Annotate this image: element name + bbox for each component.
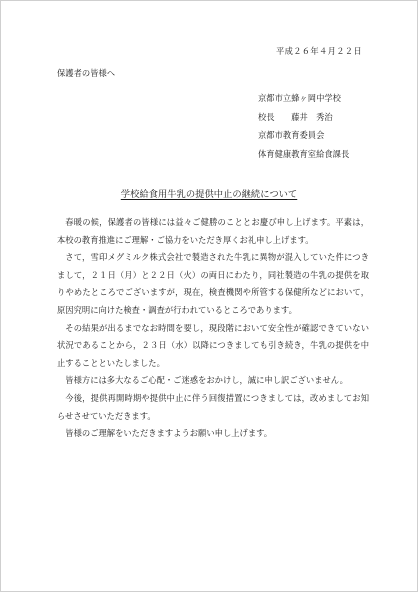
addressee: 保護者の皆様へ bbox=[57, 68, 116, 78]
document-body bbox=[57, 214, 369, 443]
paragraph-future-notice: 今後，提供再開時期や提供中止に伴う回復措置につきましては，改めましてお知らせさせていただきます。 bbox=[57, 392, 369, 421]
paragraph-apology: 皆様方には多大なるご心配・ご迷惑をおかけし，誠に申し訳ございません。 bbox=[65, 375, 348, 386]
paragraph-decision: その結果が出るまでなお時間を要し，現段階において安全性が確認できていない状況であることから，２３日（水）以降につきましても引き続き，牛乳の提供を中止することといたしました。 bbox=[57, 322, 369, 368]
paragraph-greeting: 春暖の候，保護者の皆様には益々ご健勝のこととお慶び申し上げます。平素は，本校の教育推進にご理解・ご協力をいただき厚くお礼申し上げます。 bbox=[57, 217, 369, 245]
sender-school: 京都市立蜂ヶ岡中学校 bbox=[258, 93, 341, 103]
sender-section-chief: 体育健康教育室給食課長 bbox=[258, 148, 350, 159]
sender-board: 京都市教育委員会 bbox=[258, 130, 325, 140]
document-title: 学校給食用牛乳の提供中止の継続について bbox=[120, 189, 298, 200]
paragraph-closing: 皆様のご理解をいただきますようお願い申し上げます。 bbox=[65, 428, 273, 439]
document-date: 平成２６年４月２２日 bbox=[276, 46, 362, 56]
sender-block bbox=[258, 89, 349, 163]
paragraph-incident: さて，雪印メグミルク株式会社で製造された牛乳に異物が混入していた件につきまして，２１日（月）と２２日（火）の両日にわたり，同社製造の牛乳の提供を取りやめたところでございますが，現在，検査機関や所管する保健所などにおいて，原因究明に向けた検査・調査が行われているところであります。 bbox=[57, 252, 369, 315]
sender-principal: 校長 藤井 秀治 bbox=[258, 111, 333, 122]
